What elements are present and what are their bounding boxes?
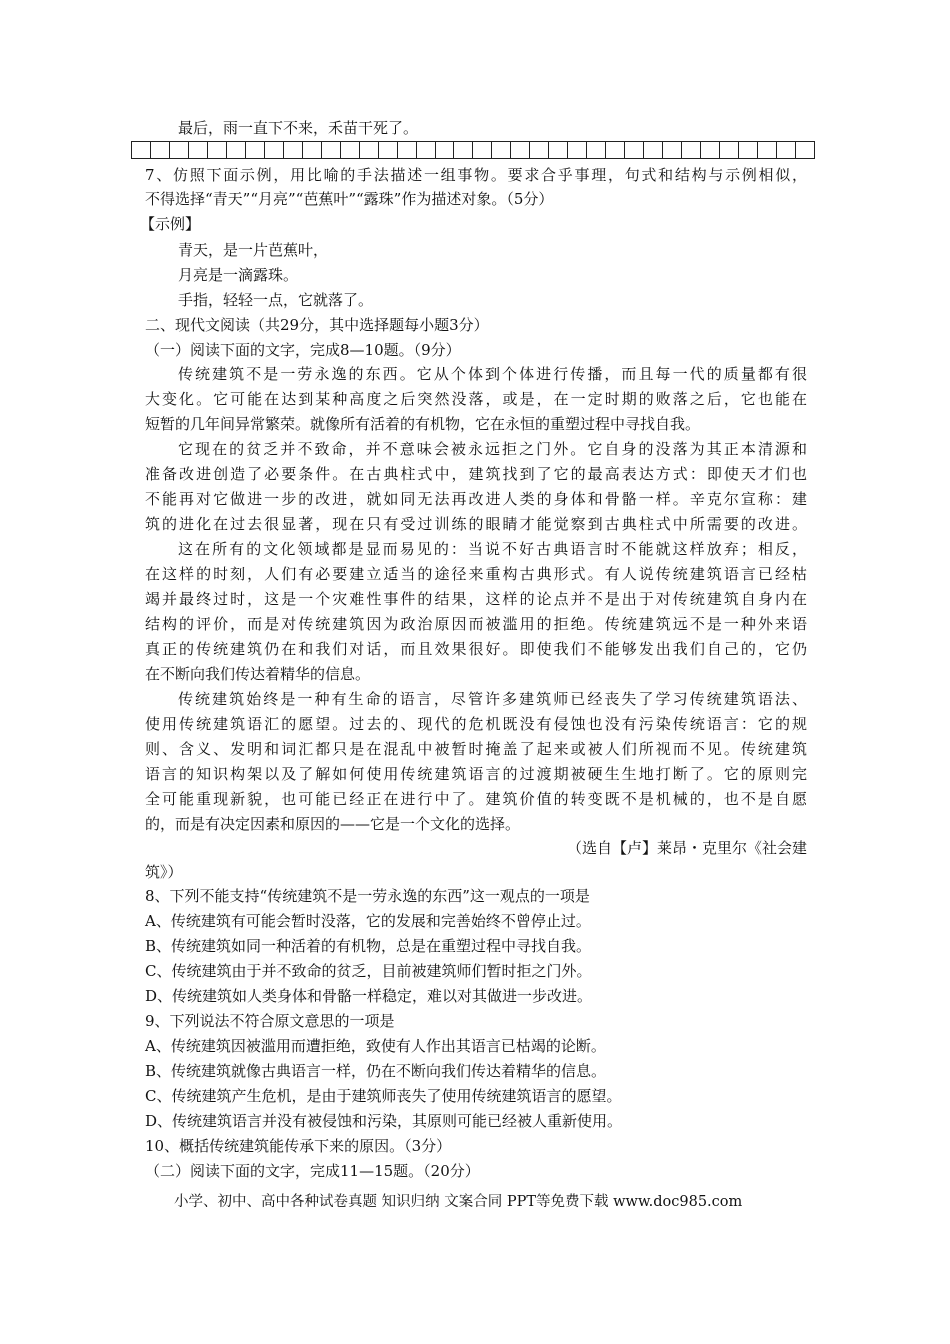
q7-line1: 7、仿照下面示例，用比喻的手法描述一组事物。要求合乎事理，句式和结构与示例相似， [145, 166, 807, 184]
q8-option-d: D、传统建筑如人类身体和骨骼一样稳定，难以对其做进一步改进。 [145, 987, 593, 1005]
q9-option-b: B、传统建筑就像古典语言一样，仍在不断向我们传达着精华的信息。 [145, 1062, 607, 1080]
q9-stem: 9、下列说法不符合原文意思的一项是 [145, 1012, 395, 1030]
section2-title: 二、现代文阅读（共29分，其中选择题每小题3分） [145, 316, 489, 334]
passage-p3-line: 这在所有的文化领域都是显而易见的：当说不好古典语言时不能就这样放弃；相反， [178, 540, 807, 558]
passage-p1-line: 传统建筑不是一劳永逸的东西。它从个体到个体进行传播，而且每一代的质量都有很 [178, 365, 807, 383]
passage-p1-line: 短暂的几年间异常繁荣。就像所有活着的有机物，它在永恒的重塑过程中寻找自我。 [145, 415, 701, 433]
q8-stem: 8、下列不能支持“传统建筑不是一劳永逸的东西”这一观点的一项是 [145, 887, 590, 905]
q9-option-c: C、传统建筑产生危机，是由于建筑师丧失了使用传统建筑语言的愿望。 [145, 1087, 622, 1105]
q10: 10、概括传统建筑能传承下来的原因。（3分） [145, 1137, 452, 1155]
q8-option-c: C、传统建筑由于并不致命的贫乏，目前被建筑师们暂时拒之门外。 [145, 962, 592, 980]
passage-p4-line: 传统建筑始终是一种有生命的语言，尽管许多建筑师已经丧失了学习传统建筑语法、 [178, 690, 807, 708]
passage-p3-line: 真正的传统建筑仍在和我们对话，而且效果很好。即使我们不能够发出我们自己的，它仍 [145, 640, 807, 658]
q8-option-b: B、传统建筑如同一种活着的有机物，总是在重塑过程中寻找自我。 [145, 937, 592, 955]
answer-grid [131, 141, 815, 159]
passage-p4-line: 语言的知识构架以及了解如何使用传统建筑语言的过渡期被硬生生地打断了。它的原则完 [145, 765, 807, 783]
passage-p3-line: 结构的评价，而是对传统建筑因为政治原因而被滥用的拒绝。传统建筑远不是一种外来语 [145, 615, 807, 633]
passage-p2-line: 它现在的贫乏并不致命，并不意味会被永远拒之门外。它自身的没落为其正本清源和 [178, 440, 807, 458]
passage-p2-line: 不能再对它做进一步的改进，就如同无法再改进人类的身体和骨骼一样。辛克尔宣称：建 [145, 490, 807, 508]
q7-line2: 不得选择“青天”“月亮”“芭蕉叶”“露珠”作为描述对象。（5分） [145, 190, 554, 208]
passage-p1-line: 大变化。它可能在达到某种高度之后突然没落，或是，在一定时期的败落之后，它也能在 [145, 390, 807, 408]
passage-p3-line: 在这样的时刻，人们有必要建立适当的途径来重构古典形式。有人说传统建筑语言已经枯 [145, 565, 807, 583]
source-citation-end: 筑》） [145, 863, 183, 881]
example-line: 青天，是一片芭蕉叶， [178, 241, 329, 259]
example-line: 手指，轻轻一点，它就落了。 [178, 291, 374, 309]
passage-p4-line: 的，而是有决定因素和原因的——它是一个文化的选择。 [145, 815, 521, 833]
section2-sub2: （二）阅读下面的文字，完成11—15题。（20分） [145, 1162, 480, 1180]
passage-p3-line: 在不断向我们传达着精华的信息。 [145, 665, 371, 683]
example-label: 【示例】 [140, 215, 201, 233]
q9-option-a: A、传统建筑因被滥用而遭拒绝，致使有人作出其语言已枯竭的论断。 [145, 1037, 606, 1055]
q9-option-d: D、传统建筑语言并没有被侵蚀和污染，其原则可能已经被人重新使用。 [145, 1112, 623, 1130]
source-citation: （选自【卢】莱昂・克里尔《社会建 [566, 839, 807, 857]
passage-p2-line: 筑的进化在过去很显著，现在只有受过训练的眼睛才能觉察到古典柱式中所需要的改进。 [145, 515, 807, 533]
passage-p4-line: 全可能重现新貌，也可能已经正在进行中了。建筑价值的转变既不是机械的，也不是自愿 [145, 790, 807, 808]
section2-sub1: （一）阅读下面的文字，完成8—10题。（9分） [145, 341, 461, 359]
q8-option-a: A、传统建筑有可能会暂时没落，它的发展和完善始终不曾停止过。 [145, 912, 591, 930]
footer-promo: 小学、初中、高中各种试卷真题 知识归纳 文案合同 PPT等免费下载 www.doc985.com [174, 1194, 743, 1210]
passage-p2-line: 准备改进创造了必要条件。在古典柱式中，建筑找到了它的最高表达方式：即使天才们也 [145, 465, 807, 483]
passage-p4-line: 使用传统建筑语汇的愿望。过去的、现代的危机既没有侵蚀也没有污染传统语言：它的规 [145, 715, 807, 733]
example-line: 月亮是一滴露珠。 [178, 266, 299, 284]
passage-p4-line: 则、含义、发明和词汇都只是在混乱中被暂时掩盖了起来或被人们所视而不见。传统建筑 [145, 740, 807, 758]
passage-p3-line: 竭并最终过时，这是一个灾难性事件的结果，这样的论点并不是出于对传统建筑自身内在 [145, 590, 807, 608]
intro-line: 最后，雨一直下不来，禾苗干死了。 [178, 119, 419, 137]
